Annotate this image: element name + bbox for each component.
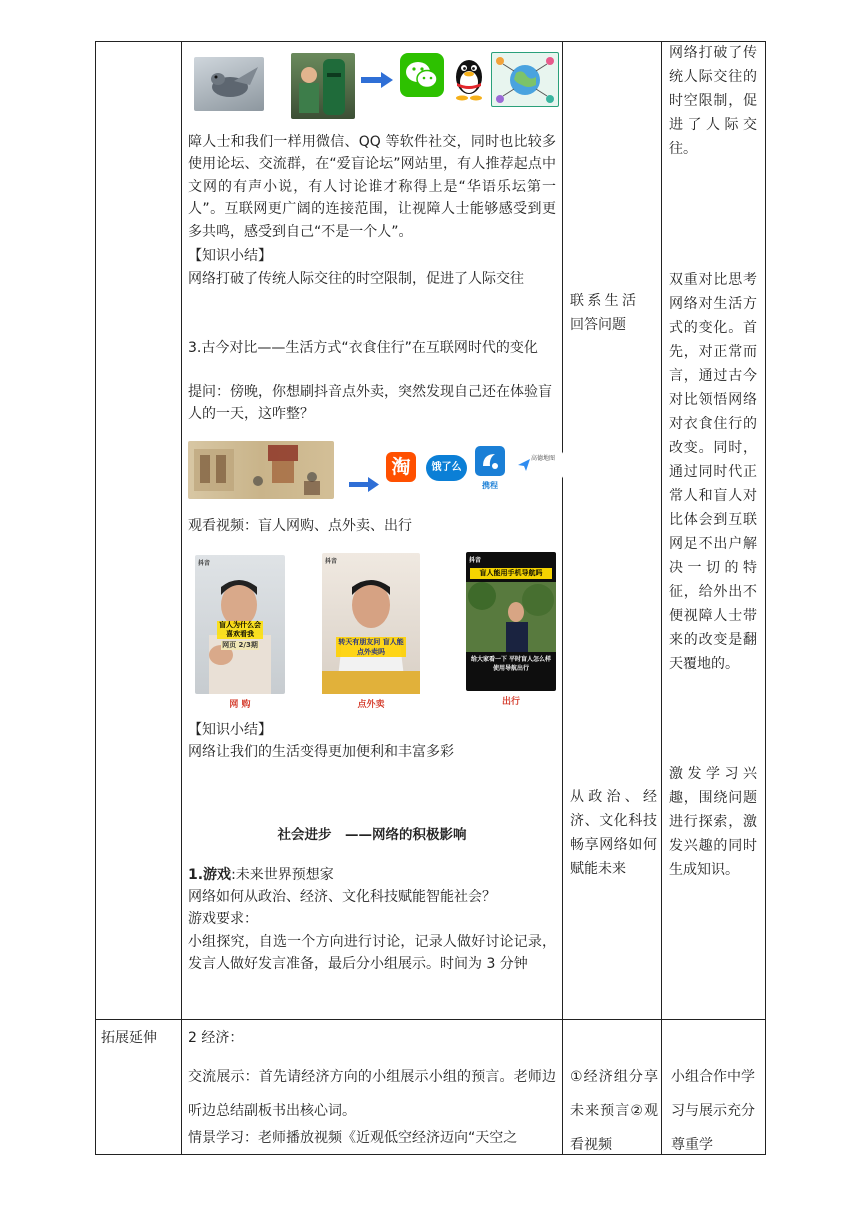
col2-activity-1: 联系生活回答问题	[570, 293, 636, 333]
video-intro: 观看视频：盲人网购、点外卖、出行	[188, 518, 412, 534]
video-travel	[466, 552, 556, 691]
douyin-tag-1: 抖音	[198, 560, 211, 567]
caption-food-delivery: 点外卖	[357, 700, 385, 710]
summary-label-2: 【知识小结】	[188, 722, 272, 738]
video-food-delivery	[322, 553, 420, 694]
summary-text-2: 网络让我们的生活变得更加便利和丰富多彩	[188, 744, 454, 760]
eleme-logo: 饿了么	[426, 455, 467, 481]
economy-section-title: 2 经济：	[188, 1030, 244, 1046]
game-number: 1.游戏	[188, 867, 232, 883]
table-divider-1	[181, 41, 182, 1155]
wechat-icon	[400, 53, 444, 97]
amap-label: 高德地图	[531, 455, 556, 462]
postbox-image	[291, 53, 355, 119]
section-heading-social-progress: 社会进步 ——网络的积极影响	[277, 827, 467, 843]
arrow-icon-2	[349, 477, 379, 496]
economy-exchange-paragraph: 交流展示：首先请经济方向的小组展示小组的预言。老师边听边总结副板书出核心词。	[188, 1069, 556, 1119]
col3-note-2: 双重对比思考网络对生活方式的变化。首先，对正常而言，通过古今对比领悟网络对衣食住行的改变。同时，通过同时代正常人和盲人对比体会到互联网足不出户解决一切的特征，给外出不便视障人士带来的改变是翻天覆地的。	[669, 272, 757, 672]
amap-logo	[517, 452, 563, 478]
col2-activity-2: 从政治、经济、文化科技畅享网络如何赋能未来	[570, 789, 657, 877]
section-3-question: 提问：傍晚，你想刷抖音点外卖，突然发现自己还在体验盲人的一天，这咋整？	[188, 384, 552, 423]
video-overlay-3b: 给大家看一下 平时盲人怎么样使用导航出行	[470, 656, 552, 672]
table-divider-2	[562, 41, 563, 1155]
douyin-tag-3: 抖音	[469, 557, 482, 564]
row2-stage-label: 拓展延伸	[101, 1030, 157, 1046]
game-title-line	[188, 864, 556, 886]
table-border-right	[765, 41, 766, 1155]
col3-note-1: 网络打破了传统人际交往的时空限制，促进了人际交往。	[669, 45, 757, 157]
game-question: 网络如何从政治、经济、文化科技赋能智能社会？	[188, 889, 496, 905]
qq-penguin-icon	[451, 53, 487, 105]
caption-online-shopping: 网 购	[229, 700, 251, 710]
table-border-bottom	[95, 1154, 765, 1155]
row-divider	[95, 1019, 765, 1020]
caption-travel: 出行	[501, 697, 520, 707]
video-online-shopping	[195, 555, 285, 694]
row2-student-activity: ①经济组分享未来预言②观看视频	[570, 1069, 658, 1153]
table-divider-3	[661, 41, 662, 1155]
table-border-top	[95, 41, 765, 42]
video-overlay-2: 转天有朋友问 盲人能点外卖吗	[336, 637, 406, 657]
economy-video-paragraph: 情景学习：老师播放视频《近观低空经济迈向“天空之	[188, 1130, 518, 1146]
game-title: :未来世界预想家	[231, 867, 334, 883]
video-overlay-3: 盲人能用手机导航吗	[470, 568, 552, 579]
douyin-tag-2: 抖音	[325, 558, 338, 565]
table-border-left	[95, 41, 96, 1155]
paragraph-social: 障人士和我们一样用微信、QQ 等软件社交，同时也比较多使用论坛、交流群，在“爱盲论坛”网站里，有人推荐起点中文网的有声小说，有人讨论谁才称得上是“华语乐坛第一人”。互联网更广阔的连接范围，让视障人士能够感受到更多共鸣，感受到自己“不是一个人”。	[188, 134, 556, 240]
summary-text-1: 网络打破了传统人际交往的时空限制，促进了人际交往	[188, 271, 524, 287]
network-globe-image	[491, 52, 559, 107]
col3-note-3: 激发学习兴趣，围绕问题进行探索，激发兴趣的同时生成知识。	[669, 766, 757, 878]
arrow-icon	[361, 72, 393, 92]
summary-label-1: 【知识小结】	[188, 248, 272, 264]
row2-design-intent: 小组合作中学习与展示充分尊重学	[671, 1069, 755, 1153]
taobao-logo: 淘	[386, 452, 416, 482]
video-counter-1: 网页 2/3期	[222, 641, 258, 649]
section-3-title: 3.古今对比——生活方式“衣食住行”在互联网时代的变化	[188, 340, 538, 356]
game-description: 小组探究，自选一个方向进行讨论，记录人做好讨论记录，发言人做好发言准备，最后分小组展示。时间为 3 分钟	[188, 934, 556, 973]
video-overlay-1: 盲人为什么会喜欢看我	[219, 621, 261, 638]
ctrip-logo	[475, 446, 505, 488]
ctrip-label: 携程	[482, 481, 498, 490]
ancient-painting-image	[188, 441, 334, 499]
pigeon-image	[194, 57, 264, 111]
game-requirement-label: 游戏要求：	[188, 911, 258, 927]
